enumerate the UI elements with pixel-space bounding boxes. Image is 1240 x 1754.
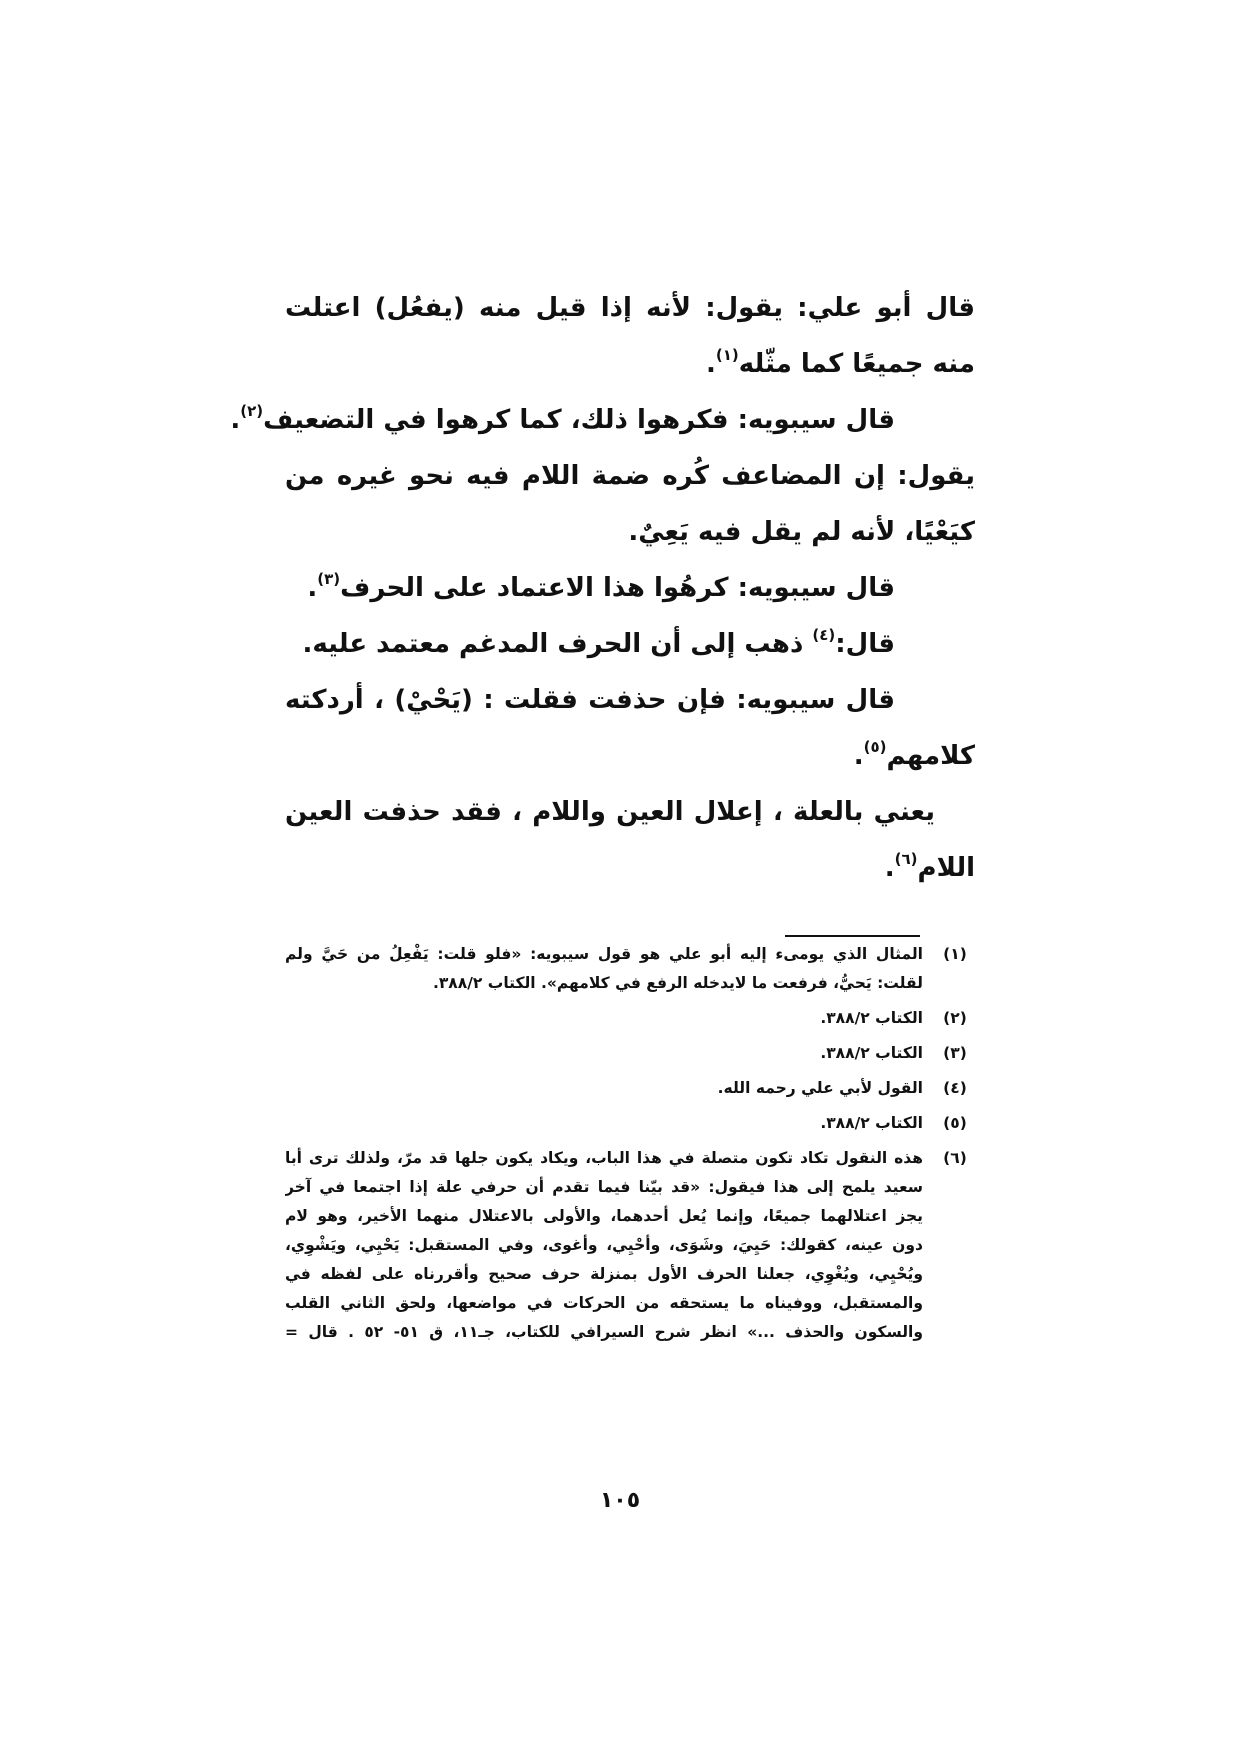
paragraph-1-line-1: قال أبو علي: يقول: لأنه إذا قيل منه (يفعُل) اعتلت: [285, 293, 975, 323]
footnote-number: (١): [943, 945, 967, 963]
paragraph-7-line-1: يعني بالعلة ، إعلال العين واللام ، فقد حذفت العين: [285, 797, 935, 827]
footnote-body: [285, 1039, 935, 1068]
speaker-label: قال سيبويه:: [737, 405, 895, 435]
paragraph-5: [285, 616, 975, 672]
paragraph-1-line-2: [285, 336, 975, 392]
footnote-number: (٢): [943, 1009, 967, 1027]
footnote-4: [285, 1074, 975, 1103]
footnote-body: [285, 940, 935, 998]
footnote-ref-3: (٣): [317, 570, 341, 588]
paragraph-2-text: فكرهوا ذلك، كما كرهوا في التضعيف: [263, 405, 729, 435]
footnote-line: لقلت: يَحيُّ، فرفعت ما لايدخله الرفع في كلامهم». الكتاب ٣٨٨/٢.: [432, 974, 923, 992]
main-text: [230, 280, 975, 896]
footnote-ref-1: (١): [715, 346, 739, 364]
footnote-line: الكتاب ٣٨٨/٢.: [820, 1009, 923, 1027]
speaker-label: قال سيبويه:: [737, 573, 895, 603]
footnote-ref-6: (٦): [894, 850, 918, 868]
footnotes: [285, 940, 975, 1353]
paragraph-6-end: .: [853, 741, 864, 771]
footnote-line: المثال الذي يومىء إليه أبو علي هو قول سيبويه: «فلو قلت: يَفْعِلُ من حَيَّ ولم: [285, 945, 923, 963]
footnote-body: [285, 1074, 935, 1103]
footnote-line: هذه النقول تكاد تكون متصلة في هذا الباب، ويكاد يكون جلها قد مرّ، ولذلك ترى أبا: [285, 1149, 923, 1167]
footnote-number: (٣): [943, 1044, 967, 1062]
footnote-number: (٥): [943, 1114, 967, 1132]
page-number: ١٠٥: [599, 1488, 641, 1513]
footnote-line: القول لأبي علي رحمه الله.: [717, 1079, 923, 1097]
footnote-line: الكتاب ٣٨٨/٢.: [820, 1114, 923, 1132]
speaker-label: قال:: [835, 629, 895, 659]
footnote-line: سعيد يلمح إلى هذا فيقول: «قد بيّنا فيما تقدم أن حرفي علة إذا اجتمعا في آخر: [285, 1178, 923, 1196]
paragraph-2-end: .: [230, 405, 241, 435]
paragraph-3-line-1: يقول: إن المضاعف كُره ضمة اللام فيه نحو غيره من: [285, 461, 975, 491]
footnote-5: [285, 1109, 975, 1138]
paragraph-6-text-end: كلامهم: [886, 741, 975, 771]
footnote-separator: [785, 935, 920, 937]
paragraph-6-line-2: [285, 728, 975, 784]
paragraph-4-end: .: [307, 573, 318, 603]
footnote-line: والمستقبل، ووفيناه ما يستحقه من الحركات في مواضعها، ولحق الثاني القلب: [285, 1294, 923, 1312]
paragraph-7-text-end: اللام: [917, 853, 975, 883]
footnote-body: [285, 1109, 935, 1138]
footnote-number: (٦): [943, 1149, 967, 1167]
paragraph-1-text: منه جميعًا كما مثّله: [738, 349, 975, 379]
paragraph-2: [230, 392, 975, 448]
footnote-ref-5: (٥): [863, 738, 887, 756]
footnote-6: [285, 1144, 975, 1347]
speaker-label: قال سيبويه:: [736, 685, 895, 715]
paragraph-7-line-2: [285, 840, 975, 896]
paragraph-6-line-1: [285, 672, 975, 728]
paragraph-7-end: .: [884, 853, 895, 883]
footnote-number: (٤): [943, 1079, 967, 1097]
paragraph-6-text: فإن حذفت فقلت : (يَحْيْ) ، أردكته: [285, 685, 726, 715]
paragraph-4-text: كرهُوا هذا الاعتماد على الحرف: [340, 573, 729, 603]
footnote-1: [285, 940, 975, 998]
footnote-line: دون عينه، كقولك: حَيِيَ، وشَوَى، وأحْيِي، وأغوى، وفي المستقبل: يَحْيِي، ويَشْوِي،: [285, 1236, 923, 1254]
footnote-body: [285, 1144, 935, 1347]
paragraph-4: [285, 560, 975, 616]
footnote-2: [285, 1004, 975, 1033]
footnote-line: ويُحْيِي، ويُغْوِي، جعلنا الحرف الأول بمنزلة حرف صحيح وأقررناه على لفظه في: [285, 1265, 923, 1283]
footnote-ref-4: (٤): [812, 626, 836, 644]
footnote-body: [285, 1004, 935, 1033]
paragraph-5-text: ذهب إلى أن الحرف المدغم معتمد عليه.: [302, 629, 804, 659]
footnote-line: يجز اعتلالهما جميعًا، وإنما يُعل أحدهما، والأولى بالاعتلال منهما الأخير، وهو لام: [285, 1207, 923, 1225]
footnote-ref-2: (٢): [240, 402, 264, 420]
paragraph-1-end: .: [705, 349, 716, 379]
footnote-3: [285, 1039, 975, 1068]
footnote-line: الكتاب ٣٨٨/٢.: [820, 1044, 923, 1062]
footnote-line: والسكون والحذف ...» انظر شرح السيرافي للكتاب، جـ١١، ق ٥١- ٥٢ . قال =: [285, 1323, 923, 1341]
paragraph-3-line-2: كيَعْيًا، لأنه لم يقل فيه يَعِيٌ.: [628, 517, 975, 547]
